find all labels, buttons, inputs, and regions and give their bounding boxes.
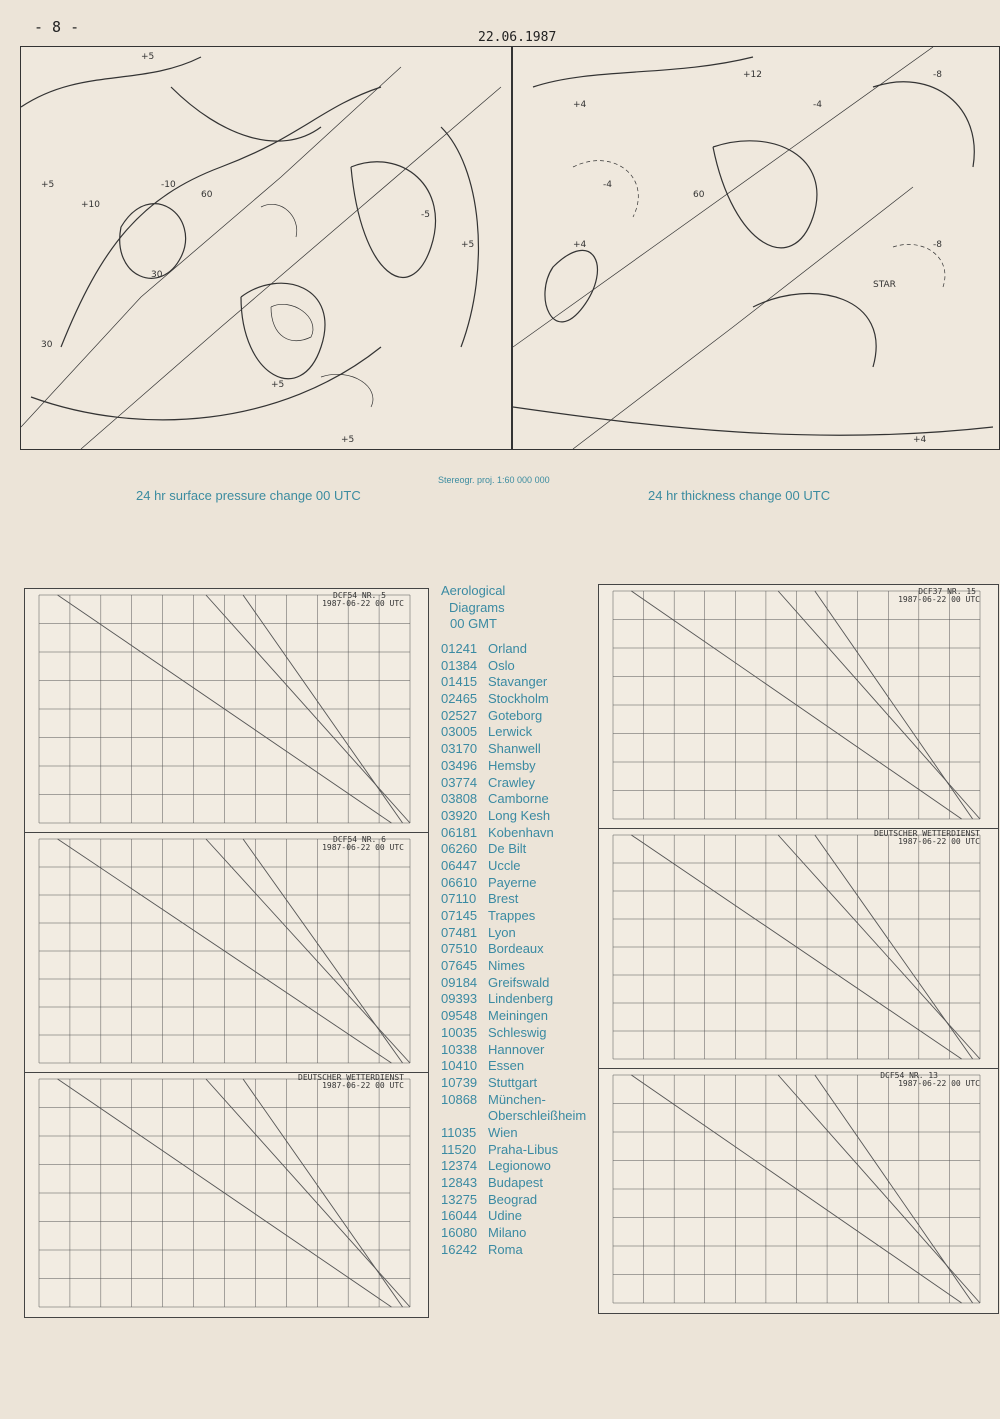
svg-text:+4: +4 (573, 100, 587, 110)
station-name: Budapest (488, 1175, 543, 1190)
sounding-diagram-left-top (24, 588, 429, 834)
sounding-diagram-left-bottom (24, 1072, 429, 1318)
sounding-grid (599, 585, 998, 829)
station-row (441, 1025, 601, 1042)
station-row (441, 1208, 601, 1225)
station-code: 12374 (441, 1158, 478, 1174)
svg-text:STAR: STAR (873, 280, 896, 290)
station-row (441, 775, 601, 792)
station-row (441, 1242, 601, 1259)
station-row (441, 991, 601, 1008)
station-row (441, 1142, 601, 1159)
station-code: 07110 (441, 891, 477, 907)
station-name: Praha-Libus (488, 1141, 559, 1157)
station-row (441, 791, 601, 808)
station-row (441, 925, 601, 942)
svg-text:+5: +5 (141, 52, 155, 62)
station-name: Wien (488, 1124, 518, 1140)
station-row (441, 1108, 601, 1125)
station-row (441, 708, 601, 725)
station-name: Payerne (488, 874, 537, 890)
svg-text:30: 30 (41, 340, 53, 350)
station-row (441, 724, 601, 741)
sounding-diagram-right-bottom (598, 1068, 999, 1314)
sounding-grid (25, 589, 428, 833)
station-code: 13275 (441, 1191, 478, 1207)
diagram-id: DEUTSCHER WETTERDIENST (298, 1073, 404, 1082)
diagram-date: 1987-06-22 00 UTC (898, 595, 980, 604)
station-name: Bordeaux (488, 941, 544, 957)
diagram-date: 1987-06-22 00 UTC (898, 1079, 980, 1088)
svg-text:+5: +5 (341, 435, 355, 445)
station-code: 01241 (441, 641, 478, 656)
thickness-change-map (512, 46, 1000, 450)
station-name: Brest (488, 891, 519, 907)
station-name: Essen (488, 1058, 525, 1074)
station-row (441, 1058, 601, 1075)
sounding-diagram-right-mid (598, 828, 999, 1070)
station-code: 03005 (441, 724, 478, 740)
station-code: 06260 (441, 841, 478, 857)
station-row (441, 741, 601, 758)
station-row (441, 808, 601, 825)
sounding-grid (599, 1069, 998, 1313)
station-row (441, 641, 601, 658)
page-number: - 8 - (34, 18, 80, 36)
svg-text:-4: -4 (813, 100, 822, 110)
station-row (441, 691, 601, 708)
station-code: 03170 (441, 741, 478, 757)
station-code: 10410 (441, 1058, 478, 1074)
station-code (441, 1108, 488, 1125)
svg-text:30: 30 (151, 270, 163, 280)
station-row (441, 1042, 601, 1059)
station-row (441, 908, 601, 925)
station-code: 07481 (441, 924, 478, 940)
thickness-change-map-drawing (513, 47, 999, 449)
aerological-title-line2: Diagrams (449, 599, 505, 615)
station-list (441, 641, 601, 1258)
station-name: Shanwell (488, 741, 541, 757)
surface-pressure-map-drawing (21, 47, 511, 449)
station-name: Stuttgart (488, 1074, 538, 1090)
station-row (441, 941, 601, 958)
station-row (441, 825, 601, 842)
station-code: 16080 (441, 1225, 478, 1241)
station-row (441, 674, 601, 691)
station-code: 16044 (441, 1208, 478, 1224)
station-code: 01415 (441, 674, 478, 690)
station-code: 09393 (441, 991, 478, 1007)
station-name: Kobenhavn (488, 824, 554, 840)
station-name: Greifswald (488, 974, 550, 990)
station-name: München- (488, 1091, 546, 1107)
sounding-diagram-left-mid (24, 832, 429, 1074)
station-row (441, 758, 601, 775)
station-code: 07645 (441, 958, 478, 974)
station-code: 03808 (441, 791, 478, 807)
station-row (441, 1092, 601, 1109)
station-name: Hannover (488, 1041, 545, 1057)
station-code: 10338 (441, 1041, 478, 1057)
station-name: Legionowo (488, 1158, 551, 1174)
station-name: Trappes (488, 908, 536, 923)
aerological-title-line1: Aerological (441, 583, 506, 598)
station-name: Oslo (488, 657, 515, 673)
svg-text:-4: -4 (603, 180, 612, 190)
sounding-grid (25, 833, 428, 1073)
station-row (441, 658, 601, 675)
station-name: Uccle (488, 857, 521, 873)
station-code: 11520 (441, 1141, 477, 1157)
sounding-diagram-right-top (598, 584, 999, 830)
diagram-id: DCF54 NR. 13 (880, 1071, 938, 1080)
diagram-date: 1987-06-22 00 UTC (322, 1081, 404, 1090)
diagram-date: 1987-06-22 00 UTC (898, 837, 980, 846)
svg-text:+12: +12 (743, 70, 762, 80)
station-name: Milano (488, 1225, 527, 1241)
station-row (441, 1192, 601, 1209)
surface-pressure-map (20, 46, 512, 450)
station-code: 12843 (441, 1175, 478, 1190)
station-name: Hemsby (488, 757, 536, 773)
station-name: Crawley (488, 774, 535, 790)
page-date: 22.06.1987 (478, 30, 557, 45)
station-code: 10739 (441, 1074, 478, 1090)
station-code: 03496 (441, 757, 478, 773)
station-row (441, 841, 601, 858)
station-code: 06447 (441, 857, 478, 873)
diagram-id: DCF54 NR. 5 (333, 591, 386, 600)
surface-pressure-caption: 24 hr surface pressure change 00 UTC (136, 488, 361, 503)
svg-text:60: 60 (693, 190, 705, 200)
station-name: Goteborg (488, 707, 543, 723)
station-row (441, 1225, 601, 1242)
station-name: Orland (488, 641, 528, 656)
sounding-grid (25, 1073, 428, 1317)
svg-text:+10: +10 (81, 200, 100, 210)
station-code: 06181 (441, 824, 478, 840)
station-code: 02527 (441, 707, 478, 723)
station-name: Stockholm (488, 691, 549, 707)
diagram-date: 1987-06-22 00 UTC (322, 599, 404, 608)
station-name: Udine (488, 1208, 522, 1224)
station-name: Meiningen (488, 1008, 548, 1024)
aerological-title (441, 583, 571, 633)
svg-text:-8: -8 (933, 240, 942, 250)
diagram-id: DCF37 NR. 15 (918, 587, 976, 596)
svg-text:+5: +5 (461, 240, 475, 250)
station-code: 11035 (441, 1124, 477, 1140)
svg-text:-5: -5 (421, 210, 430, 220)
station-row (441, 1175, 601, 1192)
station-row (441, 1008, 601, 1025)
station-name: De Bilt (488, 841, 527, 857)
station-row (441, 975, 601, 992)
svg-text:+5: +5 (41, 180, 55, 190)
station-name: Lindenberg (488, 991, 554, 1007)
station-name: Oberschleißheim (488, 1108, 587, 1124)
svg-text:+5: +5 (271, 380, 285, 390)
sounding-grid (599, 829, 998, 1069)
diagram-date: 1987-06-22 00 UTC (322, 843, 404, 852)
svg-text:60: 60 (201, 190, 213, 200)
svg-text:-8: -8 (933, 70, 942, 80)
svg-text:+4: +4 (573, 240, 587, 250)
station-code: 10868 (441, 1091, 478, 1107)
station-name: Roma (488, 1241, 523, 1257)
station-row (441, 891, 601, 908)
station-code: 03774 (441, 774, 478, 790)
station-name: Long Kesh (488, 807, 551, 823)
station-code: 02465 (441, 691, 478, 707)
thickness-caption: 24 hr thickness change 00 UTC (648, 488, 831, 503)
aerological-title-line3: 00 GMT (450, 616, 497, 632)
station-row (441, 1158, 601, 1175)
station-name: Lerwick (488, 724, 533, 740)
diagram-id: DCF54 NR. 6 (333, 835, 386, 844)
station-name: Nimes (488, 958, 525, 974)
station-code: 03920 (441, 807, 478, 823)
station-row (441, 858, 601, 875)
station-code: 07510 (441, 941, 478, 957)
station-name: Stavanger (488, 674, 548, 690)
station-row (441, 875, 601, 892)
station-name: Beograd (488, 1191, 538, 1207)
station-code: 16242 (441, 1241, 478, 1257)
station-code: 10035 (441, 1024, 478, 1040)
station-code: 09184 (441, 974, 478, 990)
station-row (441, 1125, 601, 1142)
station-row (441, 958, 601, 975)
map-projection-note: Stereogr. proj. 1:60 000 000 (438, 475, 550, 485)
svg-text:-10: -10 (161, 180, 176, 190)
svg-text:+4: +4 (913, 435, 927, 445)
station-name: Camborne (488, 791, 549, 807)
station-code: 09548 (441, 1008, 478, 1024)
station-name: Schleswig (488, 1024, 547, 1040)
station-row (441, 1075, 601, 1092)
station-code: 06610 (441, 874, 478, 890)
diagram-id: DEUTSCHER WETTERDIENST (874, 829, 980, 838)
station-code: 07145 (441, 908, 478, 923)
station-name: Lyon (488, 924, 516, 940)
station-code: 01384 (441, 657, 478, 673)
